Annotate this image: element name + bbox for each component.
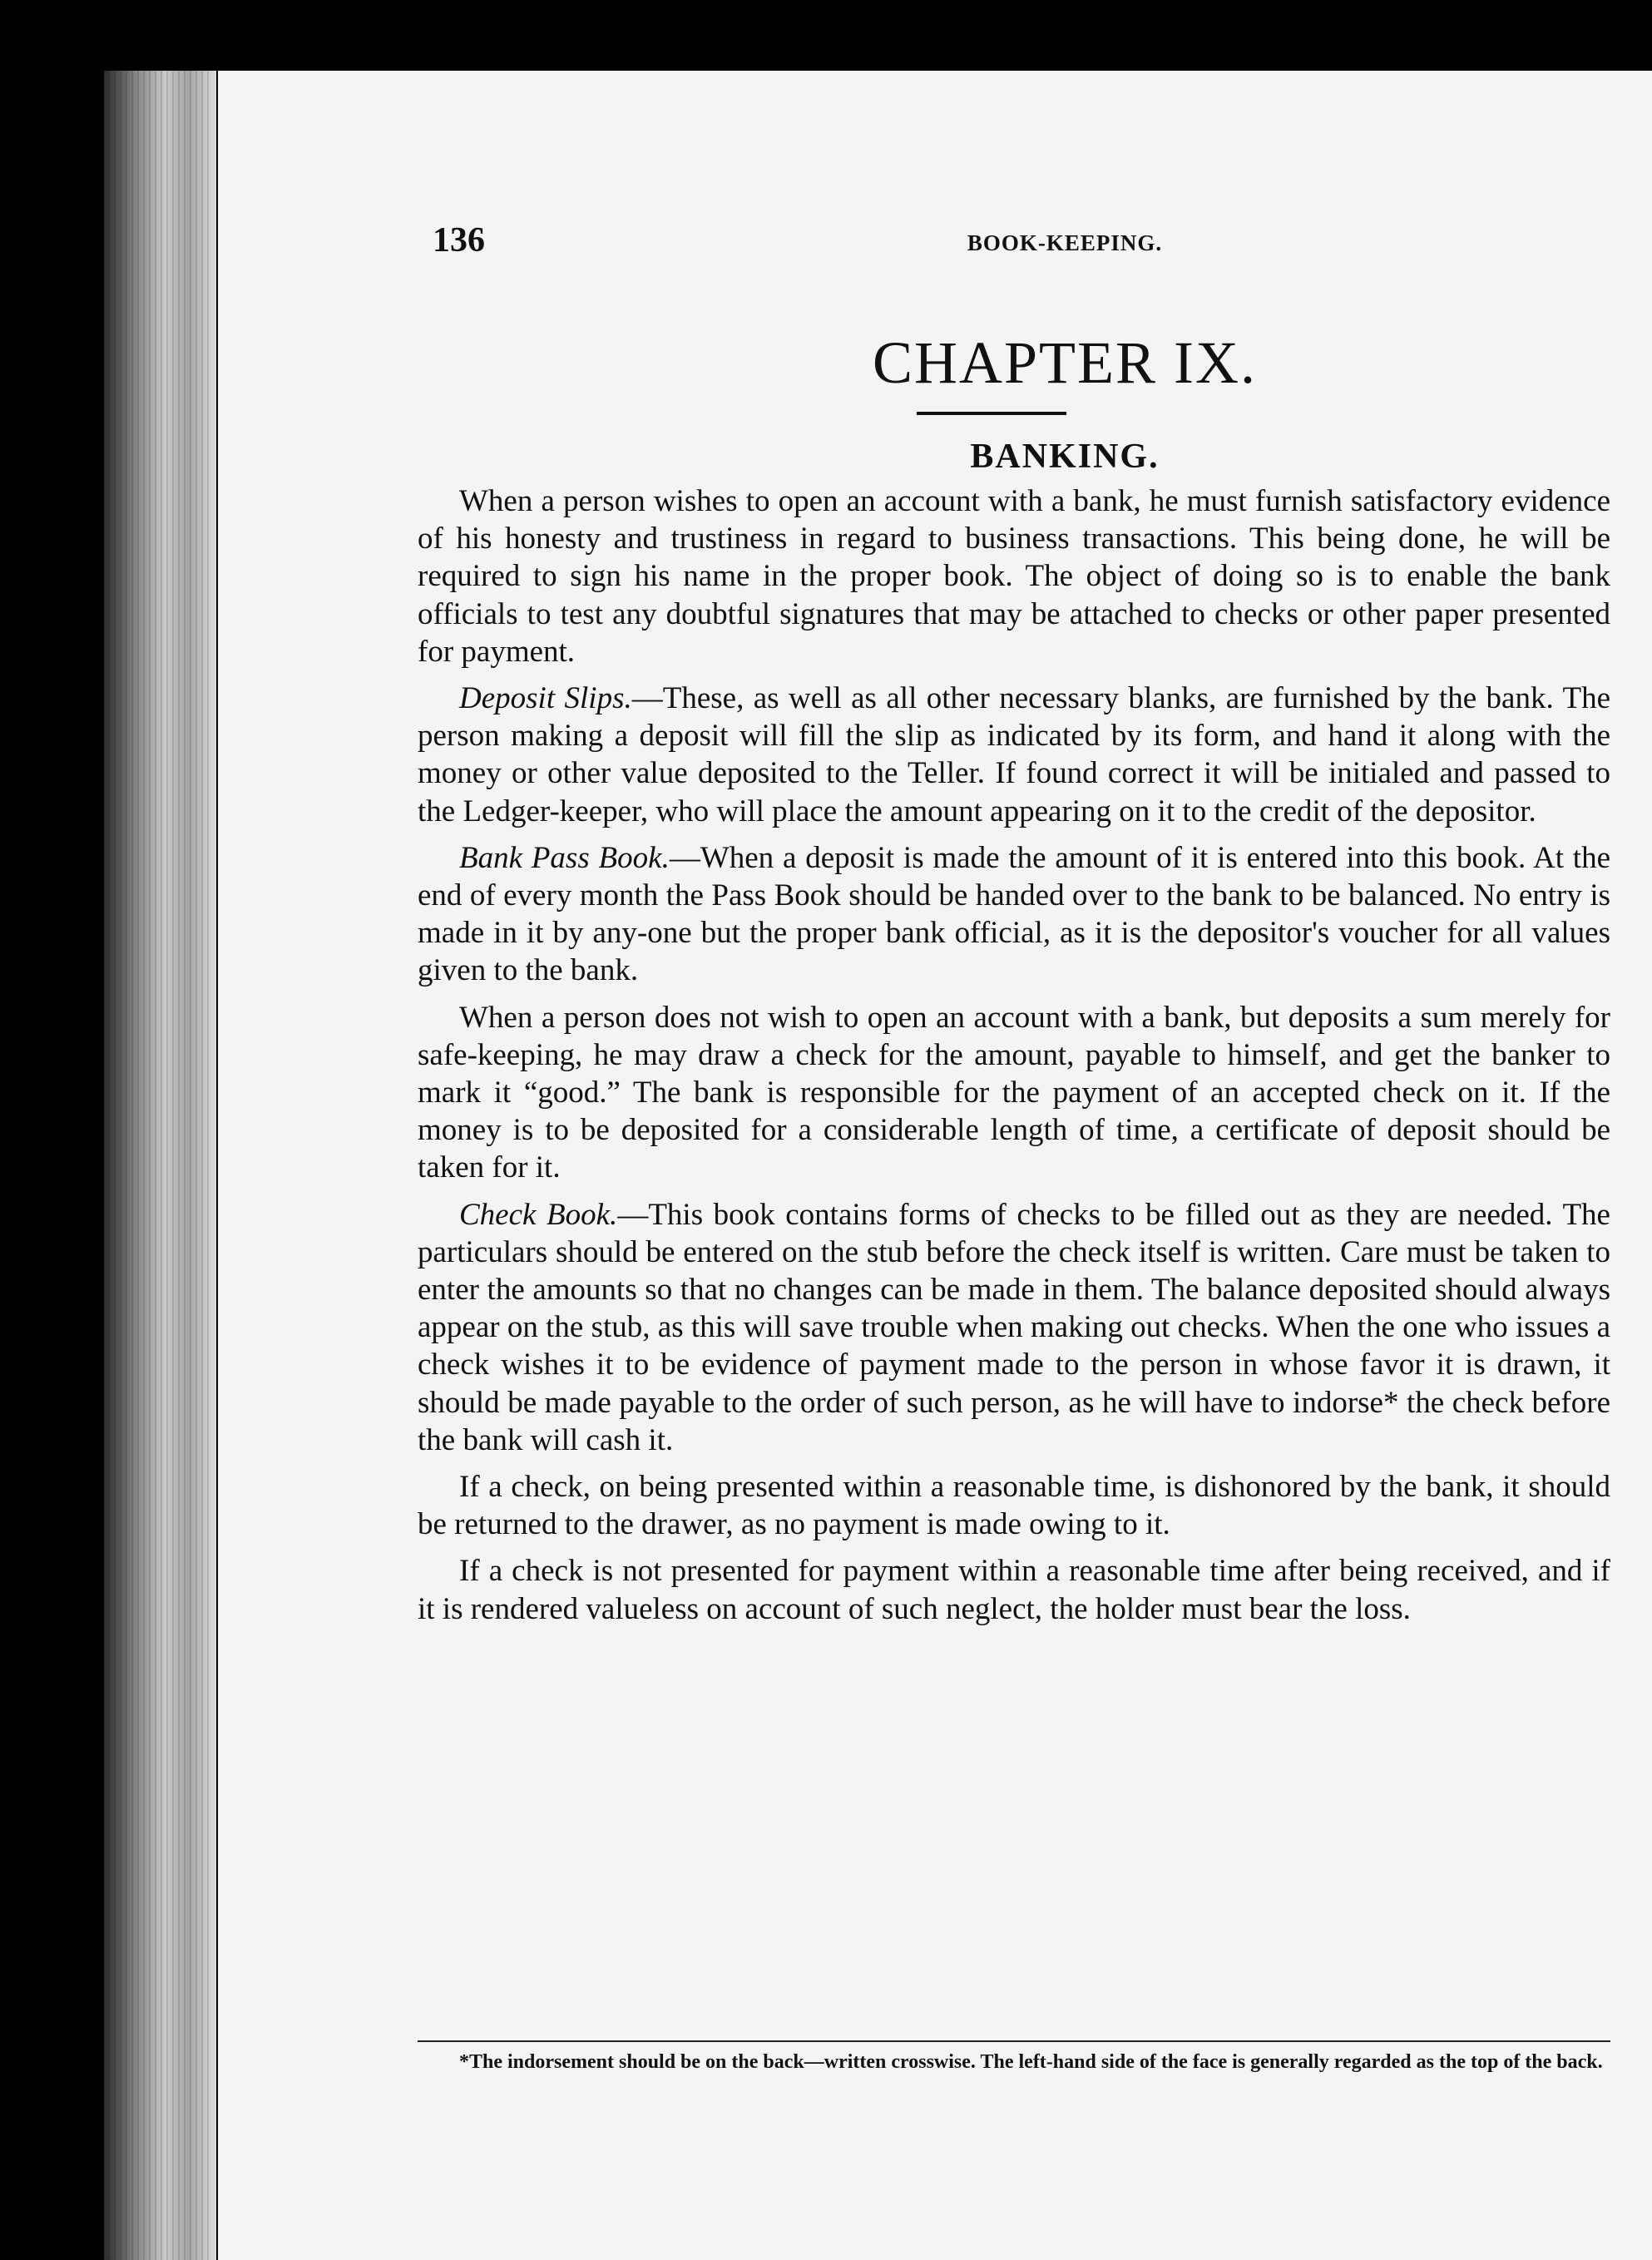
paragraph-text: If a check, on being presented within a reasonable time, is dishonored by the bank, it should be returned to the drawer, as no payment is made owing to it.: [418, 1470, 1610, 1542]
footnote-text: *The indorsement should be on the back—written crosswise. The left-hand side of the face is generally regarded as the top of the back.: [459, 2051, 1603, 2073]
footnote-rule: [418, 2040, 1610, 2042]
paragraph-text: —This book contains forms of checks to be filled out as they are needed. The particulars should be entered on the stub before the check itself is written. Care must be taken to enter the amounts so that no changes can be made in them. The balance deposited should always appear on the stub, as this will save trouble when making out checks. When the one who issues a check wishes it to be evidence of payment made to the person in whose favor it is drawn, it should be made payable to the order of such person, as he will have to indorse* the check before the bank will cash it.: [418, 1197, 1610, 1457]
page-edges: [108, 71, 212, 2260]
paragraph-text: —When a deposit is made the amount of it is entered into this book. At the end of every month the Pass Book should be handed over to the bank to be balanced. No entry is made in it by any-one but the proper bank official, as it is the depositor's voucher for all values given to the bank.: [418, 840, 1610, 988]
section-title: BANKING.: [970, 438, 1160, 476]
paragraph: [418, 680, 1610, 830]
paragraph: [418, 1196, 1610, 1459]
title-rule: [917, 412, 1066, 415]
chapter-title: CHAPTER IX.: [872, 329, 1257, 396]
running-head: BOOK-KEEPING.: [967, 230, 1163, 255]
body-text: [418, 482, 1610, 1637]
paragraph-text: —These, as well as all other necessary blanks, are furnished by the bank. The person making a deposit will fill the slip as indicated by its form, and hand it along with the money or other value deposited to the Teller. If found correct it will be initialed and passed to the Ledger-keeper, who will place the amount appearing on it to the credit of the depositor.: [418, 681, 1610, 828]
page-header: [433, 220, 1580, 270]
paragraph-text: When a person does not wish to open an account with a bank, but deposits a sum merely for safe-keeping, he may draw a check for the amount, payable to himself, and get the banker to mark it “good.” The bank is responsible for the payment of an accepted check on it. If the money is to be deposited for a considerable length of time, a certificate of deposit should be taken for it.: [418, 1000, 1610, 1185]
paragraph-text: If a check is not presented for payment within a reasonable time after being received, and if it is rendered valueless on account of such neglect, the holder must bear the loss.: [418, 1554, 1610, 1626]
paragraph: [418, 1552, 1610, 1627]
page-number: 136: [433, 221, 485, 260]
paragraph-text: When a person wishes to open an account with a bank, he must furnish satisfactory evidence of his honesty and trustiness in regard to business transactions. This being done, he will be required to sign his name in the proper book. The object of doing so is to enable the bank officials to test any doubtful signatures that may be attached to checks or other paper presented for payment.: [418, 484, 1610, 669]
paragraph-lead: Check Book.: [459, 1197, 618, 1232]
paragraph: [418, 482, 1610, 670]
book-page: [218, 71, 1652, 2260]
paragraph: [418, 1468, 1610, 1543]
paragraph-lead: Deposit Slips.: [459, 681, 632, 716]
paragraph: [418, 839, 1610, 990]
paragraph: [418, 999, 1610, 1187]
footnote: [418, 2049, 1610, 2075]
paragraph-lead: Bank Pass Book.: [459, 840, 670, 875]
